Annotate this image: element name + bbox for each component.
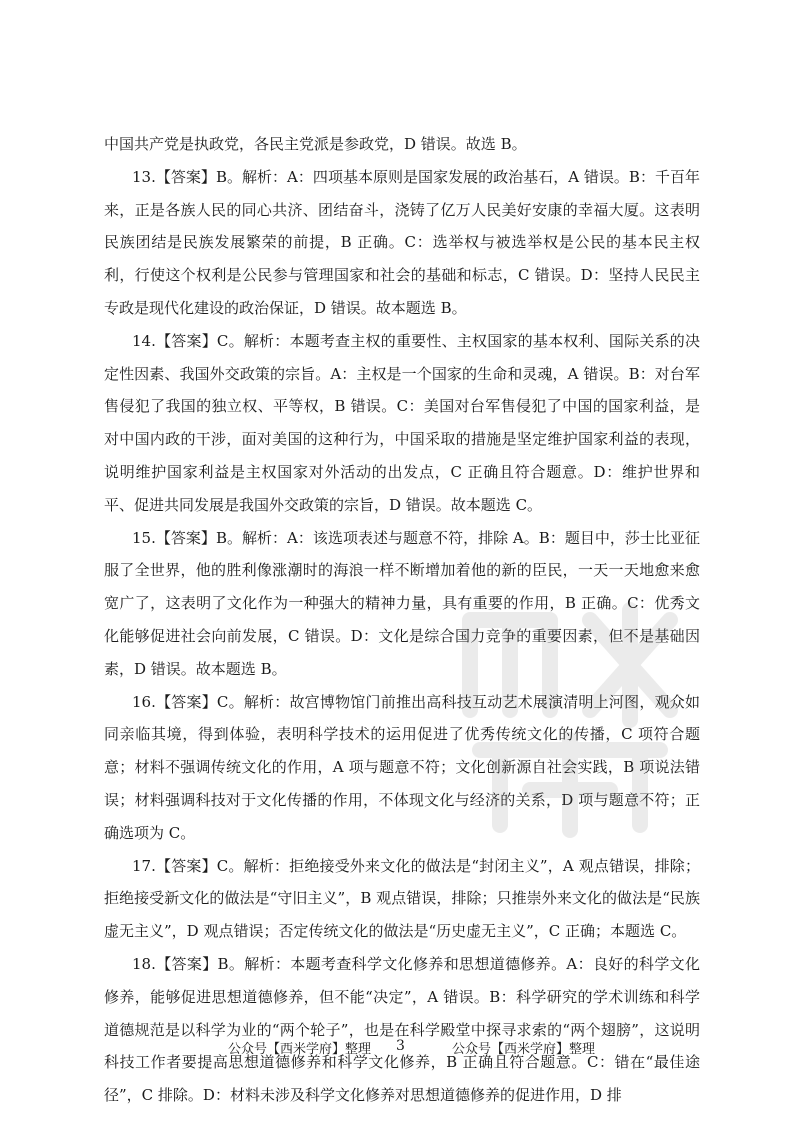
footer-left-credit: 公众号【西米学府】整理 bbox=[228, 1042, 372, 1057]
document-body bbox=[104, 128, 700, 1112]
footer-right-credit: 公众号【西米学府】整理 bbox=[452, 1042, 596, 1057]
paragraph-answer-16: 16.【答案】C。解析：故宫博物馆门前推出高科技互动艺术展演清明上河图，观众如同亲临其境，得到体验，表明科学技术的运用促进了优秀传统文化的传播，C 项符合题意；材料不强调传统文化的作用，A 项与题意不符；文化创新源自社会实践，B 项说法错误；材料强调科技对于文化传播的作用，不体现文化与经济的关系，D 项与题意不符；正确选项为 C。 bbox=[104, 692, 700, 842]
page-number: 3 bbox=[396, 1038, 405, 1054]
paragraph-answer-14: 14.【答案】C。解析：本题考查主权的重要性、主权国家的基本权利、国际关系的决定性因素、我国外交政策的宗旨。A：主权是一个国家的生命和灵魂，A 错误。B：对台军售侵犯了我国的独立权、平等权，B 错误。C：美国对台军售侵犯了中国的国家利益，是对中国内政的干涉，面对美国的这种行为，中国采取的措施是坚定维护国家利益的表现，说明维护国家利益是主权国家对外活动的出发点，C 正确且符合题意。D：维护世界和平、促进共同发展是我国外交政策的宗旨，D 错误。故本题选 C。 bbox=[104, 331, 700, 514]
paragraph-continuation: 中国共产党是执政党，各民主党派是参政党，D 错误。故选 B。 bbox=[104, 135, 527, 153]
paragraph-answer-15: 15.【答案】B。解析：A：该选项表述与题意不符，排除 A。B：题目中，莎士比亚征服了全世界，他的胜利像涨潮时的海浪一样不断增加着他的新的臣民，一天一天地愈来愈宽广了，这表明了文化作为一种强大的精神力量，具有重要的作用，B 正确。C：优秀文化能够促进社会向前发展，C 错误。D：文化是综合国力竞争的重要因素，但不是基础因素，D 错误。故本题选 B。 bbox=[104, 528, 700, 678]
page-footer bbox=[0, 1038, 800, 1060]
paragraph-answer-17: 17.【答案】C。解析：拒绝接受外来文化的做法是“封闭主义”，A 观点错误，排除；拒绝接受新文化的做法是“守旧主义”，B 观点错误，排除；只推崇外来文化的做法是“民族虚无主义”，D 观点错误；否定传统文化的做法是“历史虚无主义”，C 正确；本题选 C。 bbox=[104, 856, 700, 941]
paragraph-answer-13: 13.【答案】B。解析：A：四项基本原则是国家发展的政治基石，A 错误。B：千百年来，正是各族人民的同心共济、团结奋斗，浇铸了亿万人民美好安康的幸福大厦。这表明民族团结是民族发展繁荣的前提，B 正确。C：选举权与被选举权是公民的基本民主权利，行使这个权利是公民参与管理国家和社会的基础和标志，C 错误。D：坚持人民民主专政是现代化建设的政治保证，D 错误。故本题选 B。 bbox=[104, 167, 700, 317]
paragraph-answer-18: 18.【答案】B。解析：本题考查科学文化修养和思想道德修养。A：良好的科学文化修养，能够促进思想道德修养，但不能“决定”，A 错误。B：科学研究的学术训练和科学道德规范是以科学为业的“两个轮子”，也是在科学殿堂中探寻求索的“两个翅膀”，这说明科技工作者要提高思想道德修养和科学文化修养，B 正确且符合题意。C：错在“最佳途径”，C 排除。D：材料未涉及科学文化修养对思想道德修养的促进作用，D 排 bbox=[104, 954, 700, 1105]
